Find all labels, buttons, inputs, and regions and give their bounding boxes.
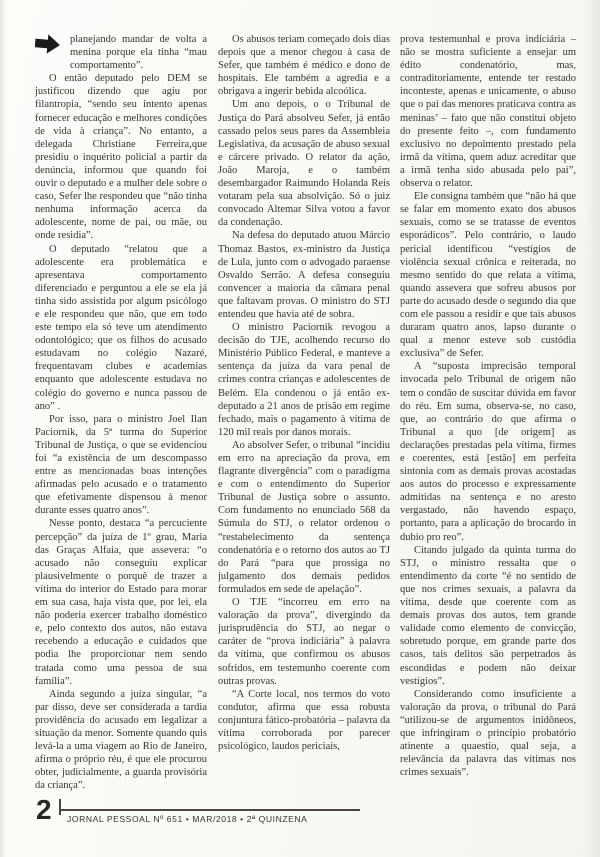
paragraph: Por isso, para o ministro Joel Ilan Paciornik, da 5ª turma do Superior Tribunal de Justiça, o que se evidenciou foi “a existência de um descompasso entre as mencionadas boas intenções afirmadas pelo acusado e o tratamento que efetivamente dispensou à menor durante esses quatro anos”. xyxy=(35,413,207,517)
paragraph: Na defesa do deputado atuou Márcio Thomaz Bastos, ex-ministro da Justiça de Lula, junto com o advogado paraense Osvaldo Serrão. A defesa conseguiu convencer a maioria da câmara penal que faltavam provas. O ministro do STJ entendeu que havia até de sobra. xyxy=(218,230,390,320)
paragraph: Os abusos teriam começado dois dias depois que a menor chegou à casa de Sefer, que também é médico e dono de hospitais. Ele também a agredia e a obrigava a ingerir bebida alcoólica. xyxy=(218,34,390,98)
paragraph: O deputado “relatou que a adolescente era problemática e apresentava comportamento diferenciado e perguntou a ele se ela já tinha sido assistida por algum psicólogo e ele respondeu que não, que em todo este tempo ela só teve um atendimento odontológico; que os filhos do acusado estudavam no colégio Nazaré, frequentavam clubes e academias enquanto que adolescente estudava no colégio do governo e nunca passou de ano” . xyxy=(35,243,207,412)
paragraph: “A Corte local, nos termos do voto condutor, afirma que essa robusta conjuntura fático-probatória – palavra da vítima corroborada por parecer psicológico, laudos periciais, xyxy=(218,688,390,753)
text-column-1 xyxy=(35,33,207,799)
page-footer xyxy=(36,794,396,838)
paragraph-text: planejando mandar de volta a menina porque ela tinha “mau comportamento”. xyxy=(70,34,207,72)
paragraph: Ao absolver Sefer, o tribunal “incidiu em erro na apreciação da prova, em flagrante divergência” com o paradigma e com o entendimento do Superior Tribunal de Justiça sobre o assunto. Com fundamento no enunciado 568 da Súmula do STJ, o relator ordenou o “restabelecimento da sentença condenatória e o retorno dos autos ao TJ do Pará “para que prossiga no julgamento dos demais pedidos formulados em sede de apelação”. xyxy=(218,439,390,595)
text-column-3 xyxy=(400,33,576,799)
paragraph: A “suposta imprecisão temporal invocada pelo Tribunal de origem não tem o condão de suscitar dúvida em favor do réu. Em suma, observa-se, no caso, que, ao contrário do que afirma o Tribunal a quo [de origem] as declarações prestadas pela vítima, firmes e coerentes, está [estão] em perfeita sintonia com as demais provas acostadas aos autos do processo e expressamente admitidas na sentença e no aresto vergastado, não havendo espaço, portanto, para a aplicação do brocardo in dubio pro reo”. xyxy=(400,361,576,543)
footer-tick-rule xyxy=(59,799,61,815)
paragraph: prova testemunhal e prova indiciária – não se mostra suficiente a ensejar um édito condenatório, mas, contraditoriamente, entende ter restado inconteste, apenas e unicamente, o abuso que o pai das menores praticava contra as meninas’ – fato que não constitui objeto do presente feito –, com fundamento exclusivo no depoimento prestado pela irmã da vítima, quem aduz acreditar que a irmã tenha sido abusada pelo pai”, observa o relator. xyxy=(400,34,576,190)
paragraph: Um ano depois, o o Tribunal de Justiça do Pará absolveu Sefer, já então cassado pelos seus pares da Assembleia Legislativa, da acusação de abuso sexual e cárcere privado. O relator da ação, João Maroja, e o também desembargador Raimundo Holanda Reis votaram pela sua absolvição. Só o juiz convocado Altemar Silva votou a favor da condenação. xyxy=(218,99,390,229)
scan-edge-shading xyxy=(0,0,6,857)
text-column-2 xyxy=(218,33,390,799)
paragraph: Citando julgado da quinta turma do STJ, o ministro ressalta que o entendimento da corte “é no sentido de que nos crimes sexuais, a palavra da vítima, desde que coerente com as demais provas dos autos, tem grande validade como elemento de convicção, sobretudo porque, em grande parte dos casos, tais delitos são perpetrados às escondidas e podem não deixar vestígios”. xyxy=(400,544,576,687)
paragraph: O TJE “incorreu em erro na valoração da prova”, divergindo da jurisprudência do STJ, ao negar o caráter de “prova indiciária” à palavra da vítima, que confirmou os abusos sofridos, em testemunho coerente com outras provas. xyxy=(218,597,390,687)
footer-horizontal-rule xyxy=(60,809,360,811)
footer-journal-line: JORNAL PESSOAL Nº 651 • MAR/2018 • 2ª QUINZENA xyxy=(67,814,308,824)
paragraph: Ainda segundo a juíza singular, “a par disso, deve ser considerada a tardia providência do acusado em legalizar a situação da menor. Somente quando quis levá-la a uma viagem ao Rio de Janeiro, afirma o próprio réu, é que ele procurou obter, judicialmente, a guarda provisória da criança”. xyxy=(35,688,207,792)
page-number: 2 xyxy=(36,794,51,825)
paragraph: O ministro Paciornik revogou a decisão do TJE, acolhendo recurso do Ministério Público Federal, e manteve a sentença da juíza da vara penal de crimes contra crianças e adolescentes de Belém. Ela condenou o já então ex-deputado a 21 anos de prisão em regime fechado, mais o pagamento à vítima de 120 mil reais por danos morais. xyxy=(218,322,390,438)
paragraph: O então deputado pelo DEM se justificou dizendo que agiu por filantropia, “sendo seu intento apenas fornecer educação e melhores condições de vida à criança”. No entanto, a delegada Christiane Ferreira,que presidiu o inquérito policial a partir da denúncia, informou que quando foi ouvir o deputado e a mulher dele sobre o caso, Sefer lhe respondeu que “não tinha nenhuma informação acerca da adolescente, nome de pai, ou mãe, ou onde residia”. xyxy=(35,73,207,242)
paragraph: Considerando como insuficiente a valoração da prova, o tribunal do Pará “utilizou-se de argumentos inidôneos, que infringiram o princípio probatório atinente a quaestio, qual seja, a relevância da palavra das vítimas nos crimes sexuais”. xyxy=(400,688,576,779)
paragraph: Nesse ponto, destaca “a percuciente percepção” da juíza de 1º grau, Maria das Graças Alfaia, que assevera: “o acusado não conseguiu explicar plausivelmente o porquê de trazer a vítima do interior do Estado para morar em sua casa, haja vista que, por lei, ela não poderia exercer trabalho doméstico e, pelo contexto dos autos, não estava recebendo a educação e cuidados que podia lhe proporcionar nem sendo tratada como uma pessoa de sua família”. xyxy=(35,518,207,687)
paragraph xyxy=(35,33,207,72)
arrow-right-icon xyxy=(35,34,60,58)
paragraph: Ele consigna também que “não há que se falar em momento exato dos abusos sexuais, como se se tratasse de eventos esporádicos”. Pelo contrário, o laudo pericial identificou “vestígios de violência sexual crônica e reiterada, no mesmo sentido do que relata a vítima, quando assevera que sofreu abusos por parte do acusado desde o segundo dia que com ele passou a residir e que tais abusos duraram quatro anos, lapso durante o qual a menor esteve sob custódia exclusiva” de Sefer. xyxy=(400,191,576,360)
